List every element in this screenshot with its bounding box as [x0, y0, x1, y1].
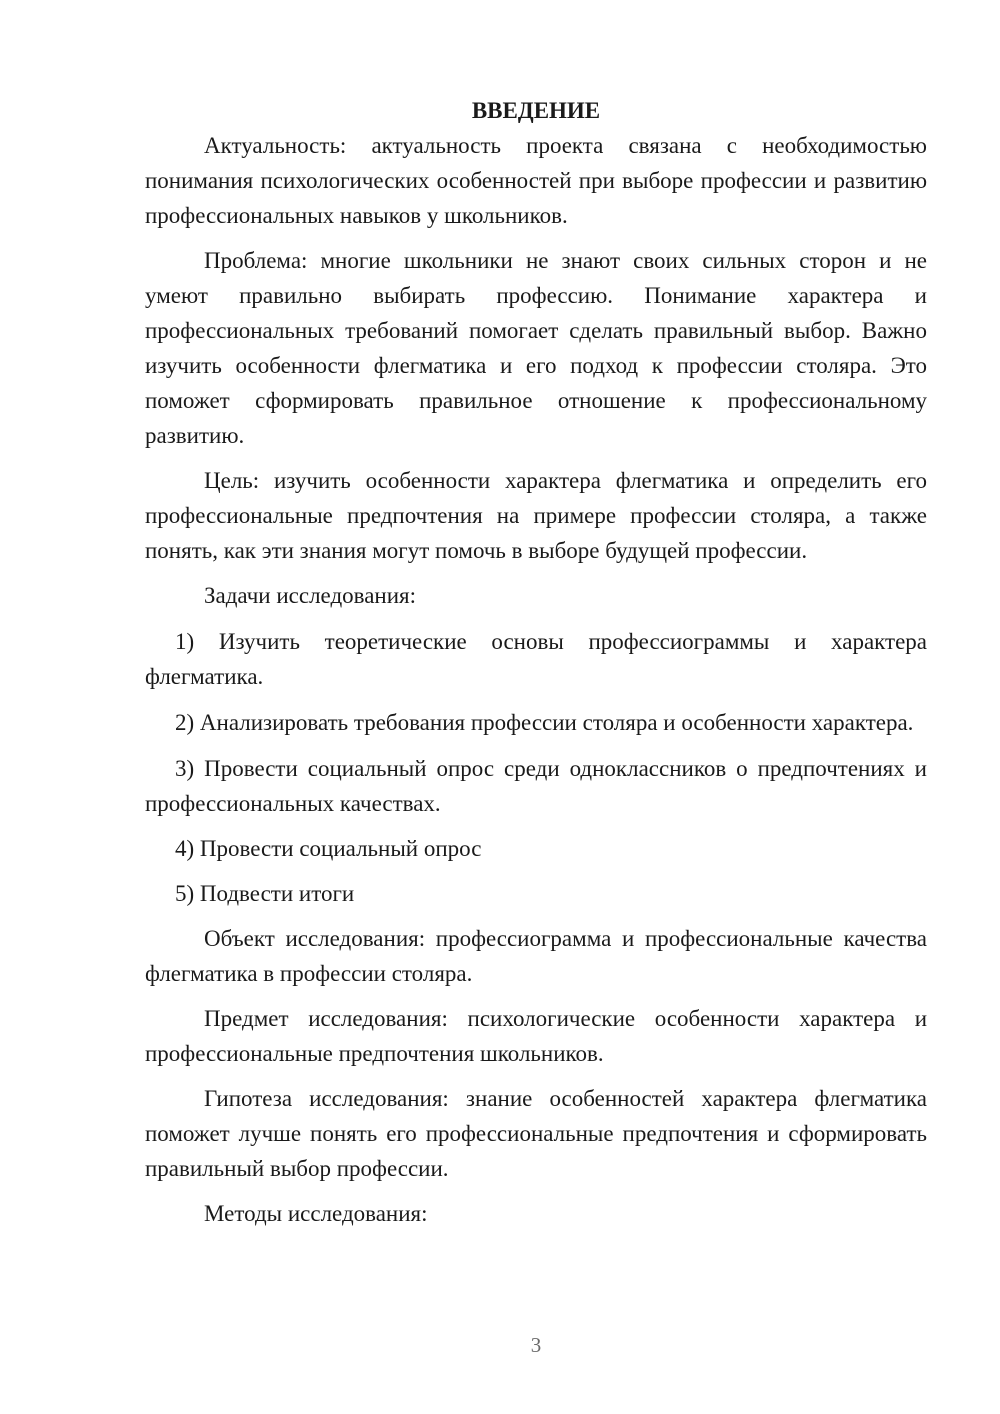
page-content — [145, 94, 927, 1231]
subject-paragraph: Предмет исследования: психологические особенности характера и профессиональные предпочтения школьников. — [145, 1006, 927, 1066]
task-item-1: 1) Изучить теоретические основы профессиограммы и характера флегматика. — [145, 629, 927, 689]
object-paragraph: Объект исследования: профессиограмма и профессиональные качества флегматика в профессии столяра. — [145, 926, 927, 986]
task-item-5: 5) Подвести итоги — [175, 881, 355, 906]
tasks-heading: Задачи исследования: — [204, 583, 417, 608]
section-title: ВВЕДЕНИЕ — [471, 98, 601, 123]
hypothesis-paragraph: Гипотеза исследования: знание особенностей характера флегматика поможет лучше понять его профессиональные предпочтения и сформировать правильный выбор профессии. — [145, 1086, 927, 1181]
methods-heading: Методы исследования: — [204, 1201, 428, 1226]
task-item-4: 4) Провести социальный опрос — [175, 836, 482, 861]
goal-paragraph: Цель: изучить особенности характера флегматика и определить его профессиональные предпочтения на примере профессии столяра, а также понять, как эти знания могут помочь в выборе будущей профессии. — [145, 468, 927, 563]
task-item-2: 2) Анализировать требования профессии столяра и особенности характера. — [175, 710, 914, 735]
problem-paragraph: Проблема: многие школьники не знают своих сильных сторон и не умеют правильно выбирать профессию. Понимание характера и профессиональных требований помогает сделать правильный выбор. Важно изучить особенности флегматика и его подход к профессии столяра. Это поможет сформировать правильное отношение к профессиональному развитию. — [145, 248, 927, 448]
page-number: 3 — [530, 1333, 542, 1357]
relevance-paragraph: Актуальность: актуальность проекта связана с необходимостью понимания психологических особенностей при выборе профессии и развитию профессиональных навыков у школьников. — [145, 133, 927, 228]
task-item-3: 3) Провести социальный опрос среди одноклассников о предпочтениях и профессиональных качествах. — [145, 756, 927, 816]
